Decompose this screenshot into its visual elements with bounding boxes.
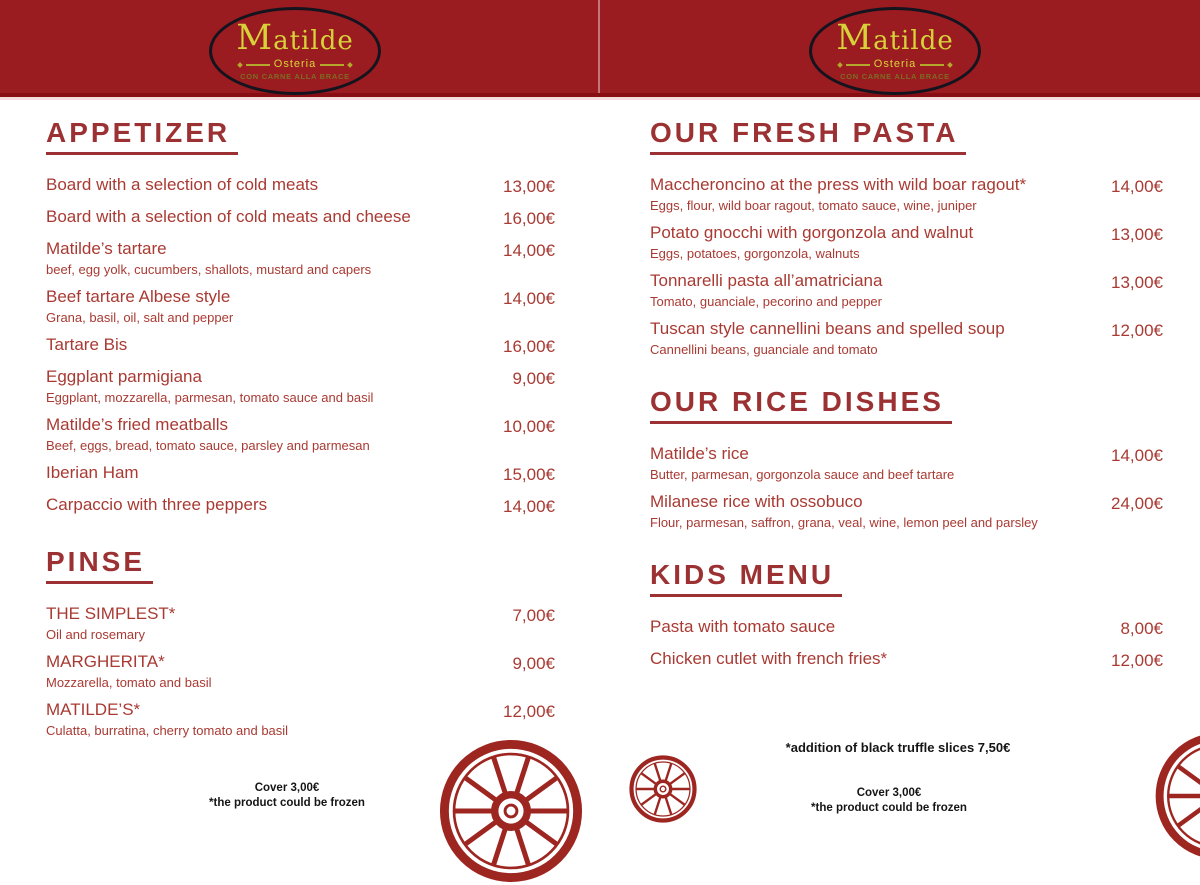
menu-item-main bbox=[46, 205, 493, 228]
item-description: Eggs, flour, wild boar ragout, tomato sauce, wine, juniper bbox=[650, 198, 977, 213]
item-description: Oil and rosemary bbox=[46, 627, 145, 642]
frozen-disclaimer: *the product could be frozen bbox=[811, 801, 967, 814]
restaurant-logo bbox=[209, 7, 381, 95]
menu-item bbox=[650, 490, 1163, 531]
item-description: Tomato, guanciale, pecorino and pepper bbox=[650, 294, 882, 309]
item-price: 12,00€ bbox=[1111, 651, 1163, 670]
cover-price: Cover 3,00€ bbox=[254, 782, 320, 794]
logo-ornament-line bbox=[320, 64, 344, 66]
section-title: APPETIZER bbox=[46, 115, 238, 155]
menu-item bbox=[46, 698, 555, 739]
item-name: Pasta with tomato sauce bbox=[650, 617, 836, 636]
menu-section bbox=[46, 544, 555, 739]
item-name: MATILDE’S* bbox=[46, 700, 141, 719]
logo-ornament-line bbox=[246, 64, 270, 66]
item-price: 7,00€ bbox=[512, 606, 555, 625]
logo-ornament-line bbox=[846, 64, 870, 66]
item-name: Matilde’s tartare bbox=[46, 239, 167, 258]
logo-brand-name: Matilde bbox=[836, 18, 954, 59]
menu-item bbox=[46, 602, 555, 643]
menu-sections-right bbox=[650, 115, 1163, 672]
section-title: OUR FRESH PASTA bbox=[650, 115, 966, 155]
menu-section bbox=[650, 384, 1163, 531]
menu-item-main bbox=[650, 615, 1101, 638]
menu-item-main bbox=[46, 173, 493, 196]
item-price: 16,00€ bbox=[503, 337, 555, 356]
item-description: Mozzarella, tomato and basil bbox=[46, 675, 212, 690]
item-name: Tartare Bis bbox=[46, 335, 128, 354]
logo-ornament-icon bbox=[837, 62, 843, 68]
menu-page-left bbox=[46, 115, 555, 746]
item-description: Grana, basil, oil, salt and pepper bbox=[46, 310, 234, 325]
menu-item-main bbox=[46, 413, 493, 454]
item-name: Tuscan style cannellini beans and spelled soup bbox=[650, 319, 1005, 338]
item-price: 14,00€ bbox=[503, 497, 555, 516]
item-price: 13,00€ bbox=[1111, 225, 1163, 244]
item-price: 14,00€ bbox=[503, 289, 555, 308]
item-name: Milanese rice with ossobuco bbox=[650, 492, 863, 511]
menu-item bbox=[650, 173, 1163, 214]
item-name: Chicken cutlet with french fries* bbox=[650, 649, 888, 668]
menu-item-main bbox=[650, 173, 1101, 214]
item-price: 14,00€ bbox=[503, 241, 555, 260]
restaurant-logo bbox=[809, 7, 981, 95]
menu-item-main bbox=[650, 490, 1101, 531]
menu-item bbox=[46, 413, 555, 454]
item-name: Beef tartare Albese style bbox=[46, 287, 231, 306]
menu-item bbox=[650, 647, 1163, 672]
page-fold-divider bbox=[598, 0, 600, 93]
item-name: MARGHERITA* bbox=[46, 652, 165, 671]
cover-note-right bbox=[779, 786, 999, 816]
cover-note-left bbox=[177, 781, 397, 811]
menu-section bbox=[46, 115, 555, 518]
menu-item-main bbox=[46, 461, 493, 484]
item-name: Board with a selection of cold meats and cheese bbox=[46, 207, 411, 226]
logo-ornament-icon bbox=[237, 62, 243, 68]
menu-item-main bbox=[46, 602, 493, 643]
menu-item-main bbox=[650, 647, 1101, 670]
menu-item bbox=[46, 493, 555, 518]
item-name: Maccheroncino at the press with wild boar ragout* bbox=[650, 175, 1027, 194]
section-title: PINSE bbox=[46, 544, 153, 584]
item-name: Potato gnocchi with gorgonzola and walnut bbox=[650, 223, 974, 242]
logo-ornament-icon bbox=[947, 62, 953, 68]
wagon-wheel-icon bbox=[437, 737, 585, 885]
menu-item bbox=[46, 237, 555, 278]
truffle-addition-note: *addition of black truffle slices 7,50€ bbox=[785, 740, 1011, 755]
logo-ornament-line bbox=[920, 64, 944, 66]
header-band bbox=[0, 0, 1200, 100]
item-description: Butter, parmesan, gorgonzola sauce and beef tartare bbox=[650, 467, 955, 482]
menu-item-main bbox=[46, 650, 493, 691]
menu-item-main bbox=[46, 237, 493, 278]
item-price: 13,00€ bbox=[503, 177, 555, 196]
logo-tagline: CON CARNE ALLA BRACE bbox=[840, 72, 950, 82]
menu-item-main bbox=[46, 698, 493, 739]
item-name: Matilde’s fried meatballs bbox=[46, 415, 229, 434]
item-price: 12,00€ bbox=[503, 702, 555, 721]
wagon-wheel-icon bbox=[628, 754, 698, 824]
logo-ornament-icon bbox=[347, 62, 353, 68]
menu-item bbox=[46, 650, 555, 691]
menu-item bbox=[650, 221, 1163, 262]
item-description: Beef, eggs, bread, tomato sauce, parsley and parmesan bbox=[46, 438, 370, 453]
menu-item bbox=[46, 285, 555, 326]
frozen-disclaimer: *the product could be frozen bbox=[209, 796, 365, 809]
menu-item bbox=[46, 333, 555, 358]
menu-item bbox=[46, 205, 555, 230]
item-description: Eggs, potatoes, gorgonzola, walnuts bbox=[650, 246, 860, 261]
item-description: Flour, parmesan, saffron, grana, veal, wine, lemon peel and parsley bbox=[650, 515, 1038, 530]
menu-item-main bbox=[46, 493, 493, 516]
item-price: 9,00€ bbox=[512, 369, 555, 388]
wagon-wheel-icon bbox=[1153, 730, 1200, 862]
logo-tagline: CON CARNE ALLA BRACE bbox=[240, 72, 350, 82]
item-price: 10,00€ bbox=[503, 417, 555, 436]
menu-item-main bbox=[46, 333, 493, 356]
menu-item bbox=[650, 615, 1163, 640]
item-price: 14,00€ bbox=[1111, 446, 1163, 465]
item-name: Tonnarelli pasta all’amatriciana bbox=[650, 271, 883, 290]
item-price: 12,00€ bbox=[1111, 321, 1163, 340]
menu-page-right bbox=[650, 115, 1163, 679]
item-description: Eggplant, mozzarella, parmesan, tomato sauce and basil bbox=[46, 390, 374, 405]
logo-subtitle-row bbox=[838, 59, 952, 70]
item-name: THE SIMPLEST* bbox=[46, 604, 176, 623]
menu-item-main bbox=[46, 285, 493, 326]
item-price: 8,00€ bbox=[1120, 619, 1163, 638]
logo-subtitle-row bbox=[238, 59, 352, 70]
item-name: Matilde’s rice bbox=[650, 444, 749, 463]
menu-item bbox=[46, 365, 555, 406]
menu-item-main bbox=[650, 221, 1101, 262]
menu-item-main bbox=[650, 317, 1101, 358]
item-price: 9,00€ bbox=[512, 654, 555, 673]
item-description: Culatta, burratina, cherry tomato and basil bbox=[46, 723, 289, 738]
menu-item bbox=[46, 173, 555, 198]
item-name: Carpaccio with three peppers bbox=[46, 495, 268, 514]
item-name: Iberian Ham bbox=[46, 463, 139, 482]
item-name: Board with a selection of cold meats bbox=[46, 175, 319, 194]
item-description: Cannellini beans, guanciale and tomato bbox=[650, 342, 878, 357]
item-price: 13,00€ bbox=[1111, 273, 1163, 292]
item-name: Eggplant parmigiana bbox=[46, 367, 202, 386]
menu-item bbox=[46, 461, 555, 486]
menu-item bbox=[650, 269, 1163, 310]
logo-subtitle: Osteria bbox=[273, 58, 317, 71]
item-price: 15,00€ bbox=[503, 465, 555, 484]
menu-section bbox=[650, 115, 1163, 358]
menu-item-main bbox=[650, 269, 1101, 310]
item-price: 24,00€ bbox=[1111, 494, 1163, 513]
logo-subtitle: Osteria bbox=[873, 58, 917, 71]
menu-item bbox=[650, 442, 1163, 483]
section-title: KIDS MENU bbox=[650, 557, 842, 597]
item-price: 16,00€ bbox=[503, 209, 555, 228]
menu-section bbox=[650, 557, 1163, 672]
item-description: beef, egg yolk, cucumbers, shallots, mustard and capers bbox=[46, 262, 372, 277]
cover-price: Cover 3,00€ bbox=[856, 787, 922, 799]
logo-brand-name: Matilde bbox=[236, 18, 354, 59]
menu-item-main bbox=[650, 442, 1101, 483]
menu-item bbox=[650, 317, 1163, 358]
menu-item-main bbox=[46, 365, 493, 406]
item-price: 14,00€ bbox=[1111, 177, 1163, 196]
menu-sections-left bbox=[46, 115, 555, 739]
section-title: OUR RICE DISHES bbox=[650, 384, 952, 424]
